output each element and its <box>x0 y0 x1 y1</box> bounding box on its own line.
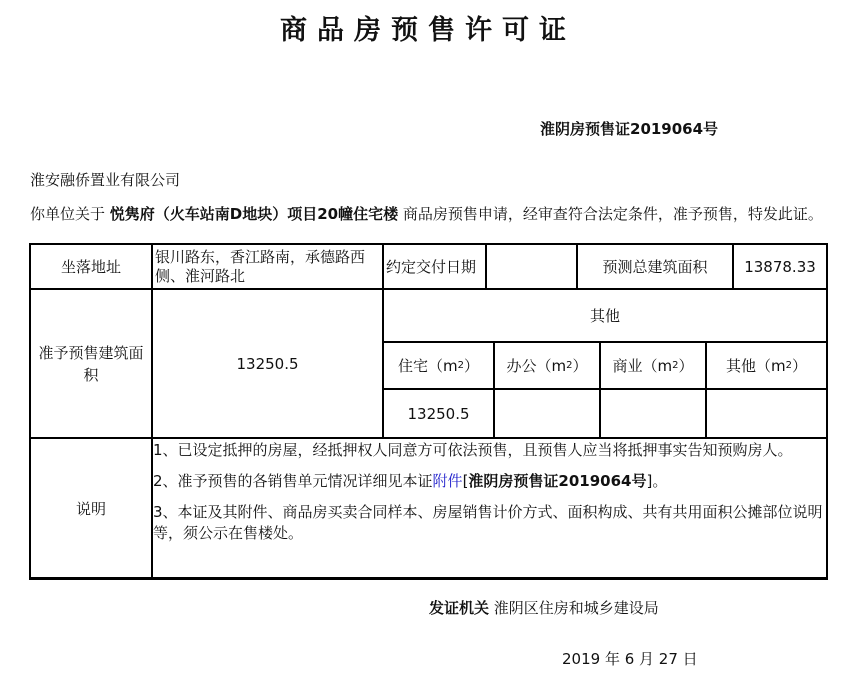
table-border-right <box>826 243 828 580</box>
attachment-link[interactable]: 附件 <box>432 472 463 490</box>
notes-content <box>153 440 825 554</box>
issue-date: 2019 年 6 月 27 日 <box>562 650 698 668</box>
issuer-label: 发证机关 <box>429 599 490 617</box>
other-header: 其他 <box>589 307 620 325</box>
note-1: 1、已设定抵押的房屋，经抵押权人同意方可依法预售，且预售人应当将抵押事实告知预购房人。 <box>153 441 793 459</box>
office-area-value <box>495 390 599 437</box>
intro-suffix: 商品房预售申请，经审查符合法定条件，准予预售，特发此证。 <box>398 205 823 223</box>
total-area-label: 预测总建筑面积 <box>602 258 708 276</box>
col-header-commercial: 商业（m 2 ） <box>612 357 694 375</box>
table-border-bottom <box>29 577 828 580</box>
attachment-cert-number: 淮阴房预售证2019064号 <box>468 472 647 490</box>
location-value: 银川路东，香江路南，承德路西侧、淮河路北 <box>155 247 366 285</box>
delivery-date-value <box>487 245 576 288</box>
col-header-office: 办公（m 2 ） <box>506 357 588 375</box>
note-3: 3、本证及其附件、商品房买卖合同样本、房屋销售计价方式、面积构成、共有共用面积公摊部位说明等，须公示在售楼处。 <box>153 503 823 542</box>
company-name: 淮安融侨置业有限公司 <box>30 171 181 189</box>
intro-prefix: 你单位关于 <box>30 205 110 223</box>
location-label: 坐落地址 <box>60 258 121 276</box>
presale-area-label: 准予预售建筑面积 <box>38 343 144 384</box>
page-title: 商品房预售许可证 <box>280 15 576 46</box>
col-header-residential: 住宅（m 2 ） <box>397 357 479 375</box>
residential-area-value: 13250.5 <box>407 404 470 423</box>
total-area-value: 13878.33 <box>744 257 816 276</box>
notes-label: 说明 <box>75 499 106 518</box>
other-area-value <box>707 390 826 437</box>
project-name: 悦隽府（火车站南D地块）项目20幢住宅楼 <box>109 205 399 223</box>
issuer-value: 淮阴区住房和城乡建设局 <box>493 599 659 617</box>
issuer <box>429 597 659 618</box>
note-2: 2、准予预售的各销售单元情况详细见本证附件[淮阴房预售证2019064号]。 <box>153 472 668 490</box>
col-header-other: 其他（m 2 ） <box>725 357 807 375</box>
intro-paragraph <box>30 204 830 225</box>
commercial-area-value <box>601 390 705 437</box>
presale-area-value: 13250.5 <box>236 354 299 373</box>
certificate-number: 淮阴房预售证2019064号 <box>540 120 719 138</box>
delivery-date-label: 约定交付日期 <box>386 258 477 276</box>
